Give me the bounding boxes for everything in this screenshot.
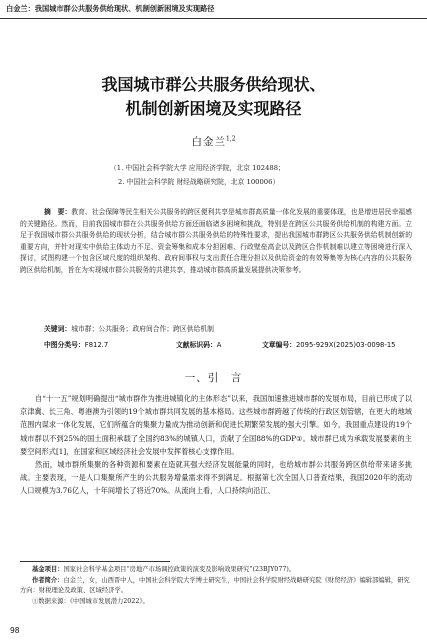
footnote-author-bio-label: 作者简介： [32,576,64,584]
running-header-text: 白金兰：我国城市群公共服务供给现状、机制创新困境及实现路径 [6,4,215,13]
article-number-value: 2095-929X(2025)03-0098-15 [295,341,396,349]
affiliation-2: 2. 中国社会科学院 财经战略研究院，北京 100006） [118,178,280,186]
abstract-label: 摘 要： [44,208,72,216]
clc-value: F812.7 [84,341,109,349]
paragraph: 然而，城市群所集聚的各种资源和要素在造就其强大经济发展能量的同时，也给城市群公共服务跨区供给带来诸多挑战。主要表现，一是人口集聚所产生的公共服务增量需求得不到满足。根据第七次全国人口普查结果，我国2020年的流动人口规模为3.76亿人，十年间增长了将近70%。从流向上看，人口持续向沿江、 [20,460,412,496]
author-name: 白金兰 [191,136,226,148]
clc-label: 中图分类号： [44,341,85,349]
keywords-label: 关键词： [44,325,72,333]
footnote-divider [20,561,170,562]
body-text [20,392,412,498]
footnote-author-bio-text: 白金兰，女，山西晋中人，中国社会科学院大学博士研究生，中国社会科学院财经战略研究院《财贸经济》编辑部编辑，研究方向：财税理论及政策、区域经济学。 [20,576,410,595]
author-affiliation-marks: 1,2 [225,135,236,143]
page-number: 98 [10,626,20,635]
article-number-label: 文章编号： [262,341,296,349]
footnote-funding-text: 国家社会科学基金项目“房地产市场调控政策的演变及影响效果研究”(23BJY077)。 [63,566,296,573]
author [0,134,427,149]
abstract-text: 教育、社会保障等民生相关公共服务的跨区便利共享是城市群高质量一体化发展的重要体现，也是增进居民幸福感的关键路径。然而，目前我国城市群在公共服务供给方面还面临诸多困境和挑战，特别是在跨区公共服务供给机制的构建方面。立足于我国城市群公共服务供给的现状分析，结合城市群公共服务供给的特殊性要求，提出我国城市群跨区公共服务供给机制创新的重要方向，并针对现实中供给主体动力不足、资金筹集和成本分担困难、行政壁垒高企以及跨区合作机制难以建立等困境进行深入探讨，试图构建一个包含区域尺度的组织架构、政府间事权与支出责任合理分担以及供给资金的有效筹集等为核心内容的公共服务跨区供给机制，旨在为实现城市群公共服务的共建共享，推动城市群高质量发展提供决策参考。 [20,208,413,274]
running-header [0,0,427,19]
footnote-data-source [20,597,412,608]
document-code-value: A [216,341,222,349]
document-code-label: 文献标识码： [176,341,217,349]
footnote-funding [20,565,412,576]
article-number [262,339,395,349]
affiliation-1: （1. 中国社会科学院大学 应用经济学院，北京 102488； [110,164,285,172]
document-code [176,339,221,349]
abstract [20,207,412,276]
keywords-text: 城市群；公共服务；政府间合作；跨区供给机制 [71,325,214,333]
article-title-line-1: 我国城市群公共服务供给现状、 [101,75,326,94]
paragraph: 自“十一五”规划明确提出“城市群作为推进城镇化的主体形态”以来，我国加速推进城市群的发展布局，目前已形成了以京津冀、长三角、粤港澳为引领的19个城市群共同发展的基本格局。这些城市群跨越了传统的行政区划管辖，在更大的地域范围内谋求一体化发展，它们所蕴含的集聚力量成为推动创新和促进长期繁荣发展的强大引擎。如今，我国重点建设的19个城市群以不到25%的国土面积承载了全国约83%的城镇人口，贡献了全国88%的GDP①。城市群已成为承载发展要素的主要空间形式[1]，在国家和区域经济社会发展中发挥着核心支撑作用。 [20,394,412,456]
footnotes [20,565,412,607]
footnote-funding-label: 基金项目： [32,566,64,573]
article-title-line-2: 机制创新困境及实现路径 [125,99,302,118]
section-heading: 一、引 言 [184,372,243,384]
clc-number [44,339,108,349]
keywords [44,323,214,333]
footnote-data-source-text: ①数据来源：《中国城市发展潜力2022》。 [32,597,149,605]
footnote-author-bio [20,576,412,597]
